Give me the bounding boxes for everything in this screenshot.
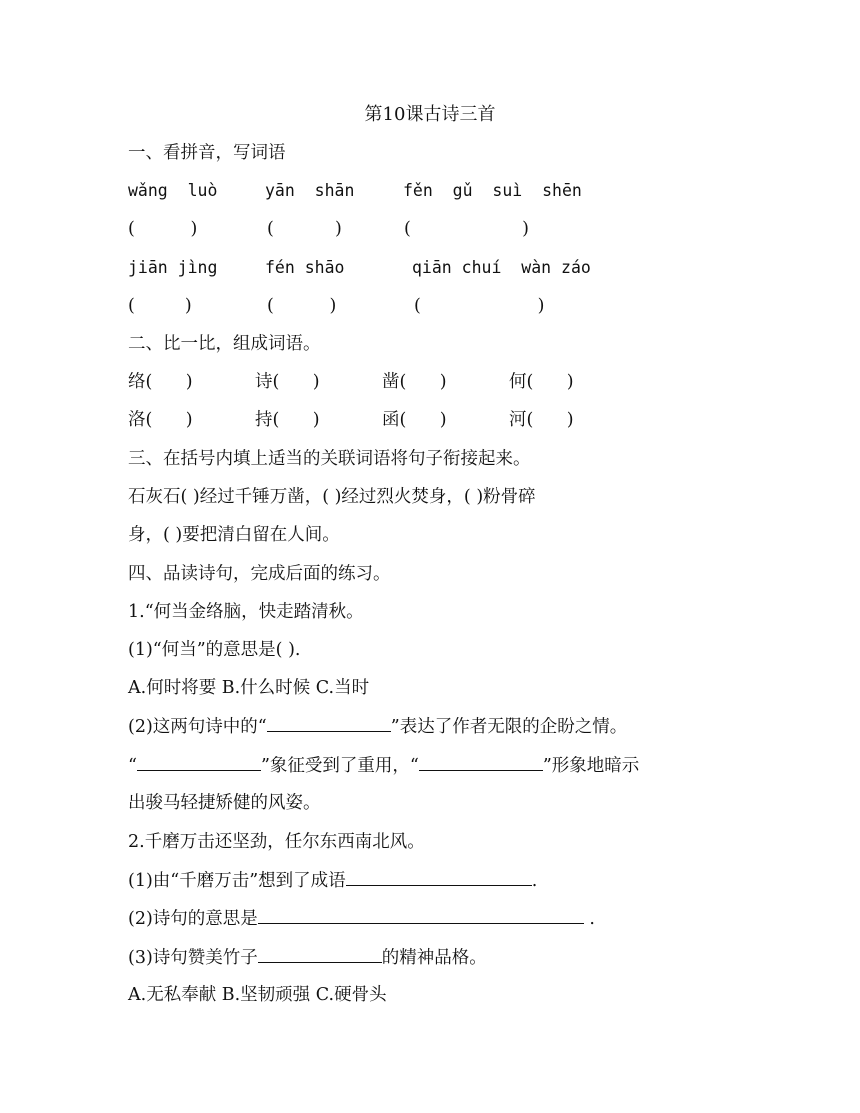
question-text: (2)这两句诗中的“ — [128, 717, 267, 737]
conjunction-sentence-line-2: 身，( )要把清白留在人间。 — [128, 525, 340, 545]
pinyin-yanshan: yān shān — [265, 181, 355, 200]
fill-blank[interactable] — [137, 752, 261, 771]
question-text: “ — [128, 756, 137, 776]
answer-blank[interactable]: ( ) — [267, 219, 342, 239]
question-2-3 — [128, 944, 487, 970]
question-text: . — [531, 871, 538, 891]
pinyin-fenshao: fén shāo — [265, 258, 345, 277]
fill-blank[interactable] — [258, 905, 584, 924]
question-text: ”表达了作者无限的企盼之情。 — [390, 717, 628, 737]
question-text: ”形象地暗示 — [542, 756, 640, 776]
question-text: . — [583, 909, 595, 929]
question-text: (2)诗句的意思是 — [128, 909, 258, 929]
section-1-heading: 一、看拼音，写词语 — [128, 143, 286, 163]
question-1-1-options: A.何时将要 B.什么时候 C.当时 — [128, 678, 370, 698]
fill-blank[interactable] — [258, 944, 382, 963]
pinyin-wangluo: wǎng luò — [128, 181, 218, 200]
answer-blank[interactable]: ( ) — [128, 219, 198, 239]
section-4-heading: 四、品读诗句，完成后面的练习。 — [128, 564, 391, 584]
compare-item[interactable]: 河( ) — [509, 410, 574, 430]
question-text: (3)诗句赞美竹子 — [128, 948, 258, 968]
answer-blank[interactable]: ( ) — [267, 296, 337, 316]
answer-blank[interactable]: ( ) — [414, 296, 545, 316]
fill-blank[interactable] — [346, 867, 532, 886]
question-2-1 — [128, 867, 537, 893]
fill-blank[interactable] — [419, 752, 543, 771]
question-1-poem: 1.“何当金络脑，快走踏清秋。 — [128, 602, 364, 622]
answer-blank[interactable]: ( ) — [128, 296, 192, 316]
question-2-2 — [128, 905, 595, 931]
page-title: 第10课古诗三首 — [364, 104, 496, 125]
question-2-3-options: A.无私奉献 B.坚韧顽强 C.硬骨头 — [128, 985, 387, 1005]
compare-item[interactable]: 何( ) — [509, 372, 574, 392]
question-1-2-continued — [128, 752, 639, 778]
compare-item[interactable]: 络( ) — [128, 372, 193, 392]
section-2-heading: 二、比一比，组成词语。 — [128, 334, 321, 354]
answer-blank[interactable]: ( ) — [404, 219, 529, 239]
fill-blank[interactable] — [267, 713, 391, 732]
question-2-poem: 2.千磨万击还坚劲，任尔东西南北风。 — [128, 832, 425, 852]
question-text: ”象征受到了重用，“ — [260, 756, 419, 776]
compare-item[interactable]: 函( ) — [382, 410, 447, 430]
compare-item[interactable]: 洛( ) — [128, 410, 193, 430]
compare-item[interactable]: 诗( ) — [255, 372, 320, 392]
question-text: 的精神品格。 — [381, 948, 487, 968]
compare-item[interactable]: 凿( ) — [382, 372, 447, 392]
pinyin-jianjing: jiān jìng — [128, 258, 218, 277]
compare-item[interactable]: 持( ) — [255, 410, 320, 430]
question-text: (1)由“千磨万击”想到了成语 — [128, 871, 346, 891]
conjunction-sentence-line-1: 石灰石( )经过千锤万凿，( )经过烈火焚身，( )粉骨碎 — [128, 487, 536, 507]
section-3-heading: 三、在括号内填上适当的关联词语将句子衔接起来。 — [128, 449, 531, 469]
question-1-1: (1)“何当”的意思是( ). — [128, 640, 301, 660]
pinyin-qianchuiwanzao: qiān chuí wàn záo — [412, 258, 591, 277]
question-1-2-end: 出骏马轻捷矫健的风姿。 — [128, 793, 321, 813]
question-1-2 — [128, 713, 627, 739]
pinyin-fenshen: fěn gǔ suì shēn — [403, 181, 582, 200]
